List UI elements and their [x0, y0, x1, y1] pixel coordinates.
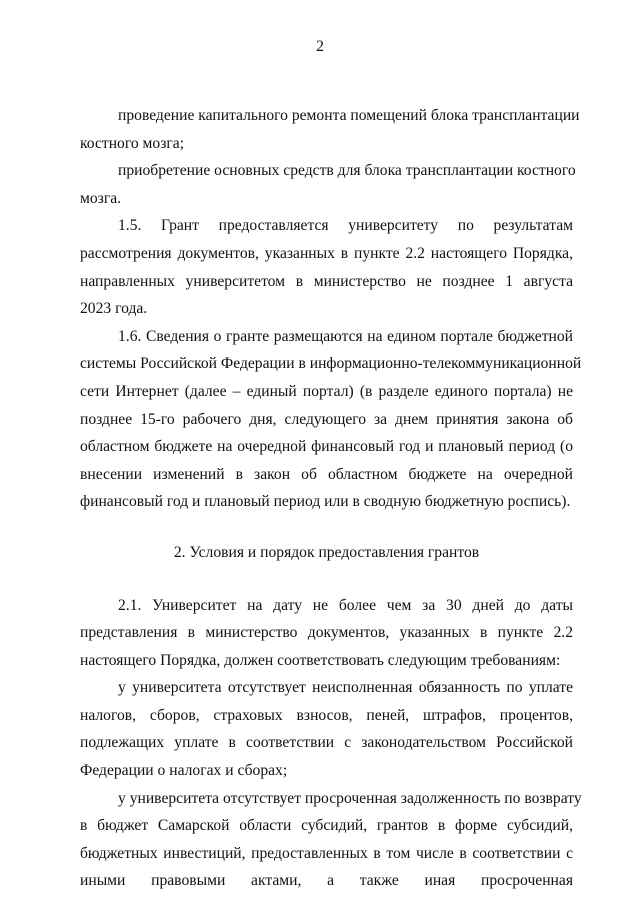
text-line: сети Интернет (далее – единый портал) (в разделе единого портала) не: [80, 382, 573, 400]
text-line: позднее 15-го рабочего дня, следующего за днем принятия закона об: [80, 410, 573, 428]
text-line: 2023 года.: [80, 300, 148, 318]
paragraph-overdue-debt: [80, 785, 582, 895]
text-line: мозга.: [80, 189, 122, 207]
text-line: 2.1. Университет на дату не более чем за 30 дней до даты: [118, 596, 573, 614]
paragraph-1-6: [80, 323, 582, 516]
text-line: настоящего Порядка, должен соответствовать следующим требованиям:: [80, 651, 561, 669]
paragraph-1-5: [80, 212, 573, 322]
text-line: у университета отсутствует неисполненная обязанность по уплате: [118, 679, 573, 697]
text-line: рассмотрения документов, указанных в пункте 2.2 настоящего Порядка,: [80, 244, 573, 262]
text-line: приобретение основных средств для блока трансплантации костного: [118, 162, 576, 180]
section-heading: 2. Условия и порядок предоставления грантов: [173, 543, 480, 561]
text-line: 1.6. Сведения о гранте размещаются на едином портале бюджетной: [118, 327, 573, 345]
text-line: у университета отсутствует просроченная задолженность по возврату: [118, 789, 582, 807]
text-line: подлежащих уплате в соответствии с законодательством Российской: [80, 734, 573, 752]
text-line: налогов, сборов, страховых взносов, пеней, штрафов, процентов,: [80, 706, 573, 724]
text-line: финансовый год и плановый период или в сводную бюджетную роспись).: [80, 493, 571, 511]
text-line: 1.5. Грант предоставляется университету по результатам: [118, 217, 573, 235]
page-number: 2: [316, 38, 324, 55]
text-line: направленных университетом в министерство не позднее 1 августа: [80, 272, 573, 290]
text-line: костного мозга;: [80, 134, 185, 152]
text-line: проведение капитального ремонта помещений блока трансплантации: [118, 107, 580, 124]
text-line: в бюджет Самарской области субсидий, грантов в форме субсидий,: [80, 817, 573, 835]
text-line: иными правовыми актами, а также иная просроченная: [80, 872, 573, 890]
paragraph-2-1: [80, 592, 573, 675]
document-body: [80, 102, 582, 895]
text-line: системы Российской Федерации в информационно-телекоммуникационной: [80, 355, 582, 373]
text-line: бюджетных инвестиций, предоставленных в том числе в соответствии с: [80, 844, 573, 862]
text-line: представления в министерство документов, указанных в пункте 2.2: [80, 624, 573, 642]
paragraph-taxes: [80, 674, 573, 784]
paragraph-capital-repair: [80, 102, 580, 157]
paragraph-fixed-assets: [80, 157, 576, 212]
text-line: Федерации о налогах и сборах;: [80, 762, 288, 780]
text-line: областном бюджете на очередной финансовый год и плановый период (о: [80, 438, 573, 456]
text-line: внесении изменений в закон об областном бюджете на очередной: [80, 465, 573, 483]
